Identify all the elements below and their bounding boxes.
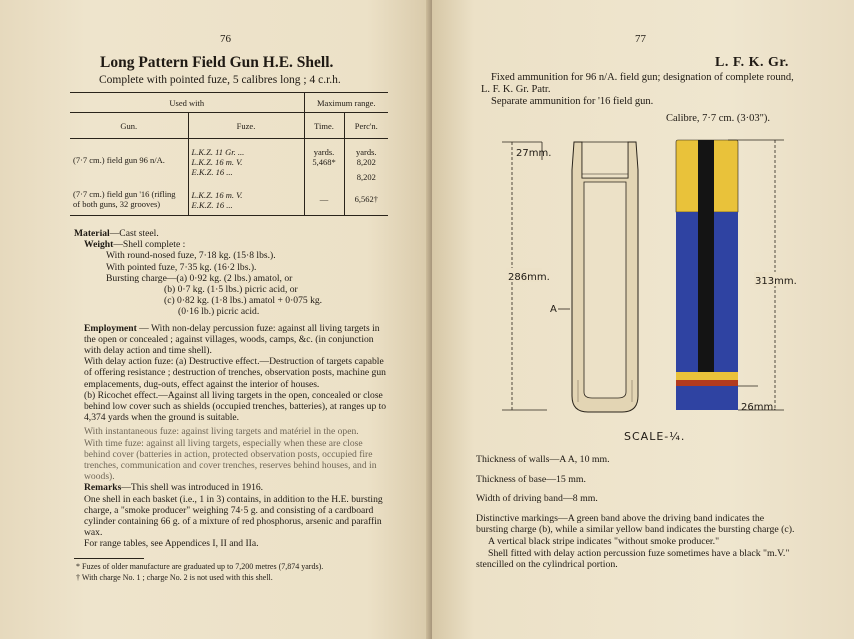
table-row [70,139,388,185]
weight-line: (0·16 lb.) picric acid. [178,306,260,318]
weight-line: (b) 0·7 kg. (1·5 lbs.) picric acid, or [164,284,298,296]
weight-line: With pointed fuze, 7·35 kg. (16·2 lbs.). [106,261,257,273]
shell-section [572,142,638,412]
remarks-label: Remarks [84,482,122,494]
gun-cell: (7·7 cm.) field gun '16 (rifling of both guns, 32 grooves) [70,184,188,216]
footnote-rule [74,558,144,559]
spec-markings-mv: Shell fitted with delay action percussion fuze sometimes have a black "m.V." stencilled on the cylindrical portion. [476,547,790,571]
time-cell: — [304,184,344,216]
table-row [70,184,388,216]
spec-band: Width of driving band—8 mm. [476,493,598,505]
fuze-cell: L.K.Z. 11 Gr. ... L.K.Z. 16 m. V. E.K.Z. 16 ... [188,139,304,185]
header-percn: Perc'n. [344,113,388,139]
time-fuze-text: With time fuze: against all living targets, especially when these are close behind cover (batteries in action, protected observation posts, occupied fire trenches, communication and cover trenches, reserves behind houses, and in woods). [84,437,377,483]
label-A: A [550,304,557,315]
header-used-with: Used with [70,93,304,113]
label-26mm: 26mm. [741,402,777,413]
label-313mm: 313mm. [755,276,797,287]
weight-line: (c) 0·82 kg. (1·8 lbs.) amatol + 0·075 kg. [164,295,323,307]
shell-exterior [676,140,738,410]
employment-label: Employment [84,322,137,334]
left-page-subtitle: Complete with pointed fuze, 5 calibres long ; 4 c.r.h. [99,74,341,86]
instantaneous-text: With instantaneous fuze: against living targets and matériel in the open. [84,426,359,438]
label-27mm: 27mm. [516,148,552,159]
weight-line: With round-nosed fuze, 7·18 kg. (15·8 lbs.). [106,250,276,262]
gun-cell: (7·7 cm.) field gun 96 n/A. [70,139,188,185]
weight-line: Bursting charge—(a) 0·92 kg. (2 lbs.) amatol, or [106,272,293,284]
intro-fixed: Fixed ammunition for 96 n/A. field gun; designation of complete round, L. F. K. Gr. Patr. [481,72,794,95]
label-286mm: 286mm. [508,272,550,283]
footnote: * Fuzes of older manufacture are graduated up to 7,200 metres (7,874 yards). [76,562,324,571]
weight-label: Weight [84,239,114,251]
spec-base: Thickness of base—15 mm. [476,473,586,485]
left-page-title: Long Pattern Field Gun H.E. Shell. [100,54,334,71]
black-stripe [698,140,714,384]
right-page-title: L. F. K. Gr. [715,55,789,70]
header-gun: Gun. [70,113,188,139]
shell-specifications [476,454,796,571]
yellow-band [676,372,738,380]
percn-cell: yards. 8,202 8,202 [355,147,377,182]
header-fuze: Fuze. [188,113,304,139]
ammunition-table [70,92,388,216]
spec-walls: Thickness of walls—A A, 10 mm. [476,454,610,465]
footnote: † With charge No. 1 ; charge No. 2 is not used with this shell. [76,572,273,582]
left-page-body [74,228,390,550]
remarks-detail: One shell in each basket (i.e., 1 in 3) contains, in addition to the H.E. bursting charge, a "smoke producer" weighing 74·5 g. and consisting of a cardboard cylinder containing 66 g. of a mixture of red phosphorus, arsenic and paraffin wax. [84,493,383,539]
ricochet-text: (b) Ricochet effect.—Against all living targets in the open, concealed or close behind low cover such as shields (occupied trenches, batteries), at ranges up to 4,374 yards when the ground is suitable. [84,389,387,424]
spec-markings-stripe: A vertical black stripe indicates "without smoke producer." [488,535,720,547]
weight-text: —Shell complete : [113,239,186,251]
scale-label: SCALE-¼. [624,430,686,443]
right-page-number: 77 [635,33,646,45]
spec-markings: Distinctive markings—A green band above the driving band indicates the bursting charge (b), while a similar yellow band indicates the bursting charge (c). [476,512,795,536]
intro-separate: Separate ammunition for '16 field gun. [491,95,654,107]
material-text: —Cast steel. [109,228,159,239]
percn-cell: 6,562† [344,184,388,216]
fuze-cell: L.K.Z. 16 m. V. E.K.Z. 16 ... [188,184,304,216]
calibre-text: Calibre, 7·7 cm. (3·03"). [666,113,771,124]
remarks-text: —This shell was introduced in 1916. [121,482,264,494]
driving-band [676,380,738,386]
header-maximum-range: Maximum range. [304,93,388,113]
left-page-number: 76 [220,33,231,45]
time-cell: yards. 5,468* [304,139,344,185]
header-time: Time. [304,113,344,139]
range-tables-note: For range tables, see Appendices I, II and IIa. [84,538,259,550]
delay-text: With delay action fuze: (a) Destructive effect.—Destruction of targets capable of offering resistance ; destruction of trenches, observation posts, machine gun emplacements, dug-outs, effect against the interior of houses. [84,356,386,390]
material-label: Material [74,228,110,239]
employment-text: — With non-delay percussion fuze: against all living targets in the open or concealed ; against villages, woods, camps, &c. (in conjunction with delay action and time shell). [84,322,380,357]
footnotes [76,562,394,583]
shell-diagram [432,0,854,440]
blue-base [676,386,738,410]
